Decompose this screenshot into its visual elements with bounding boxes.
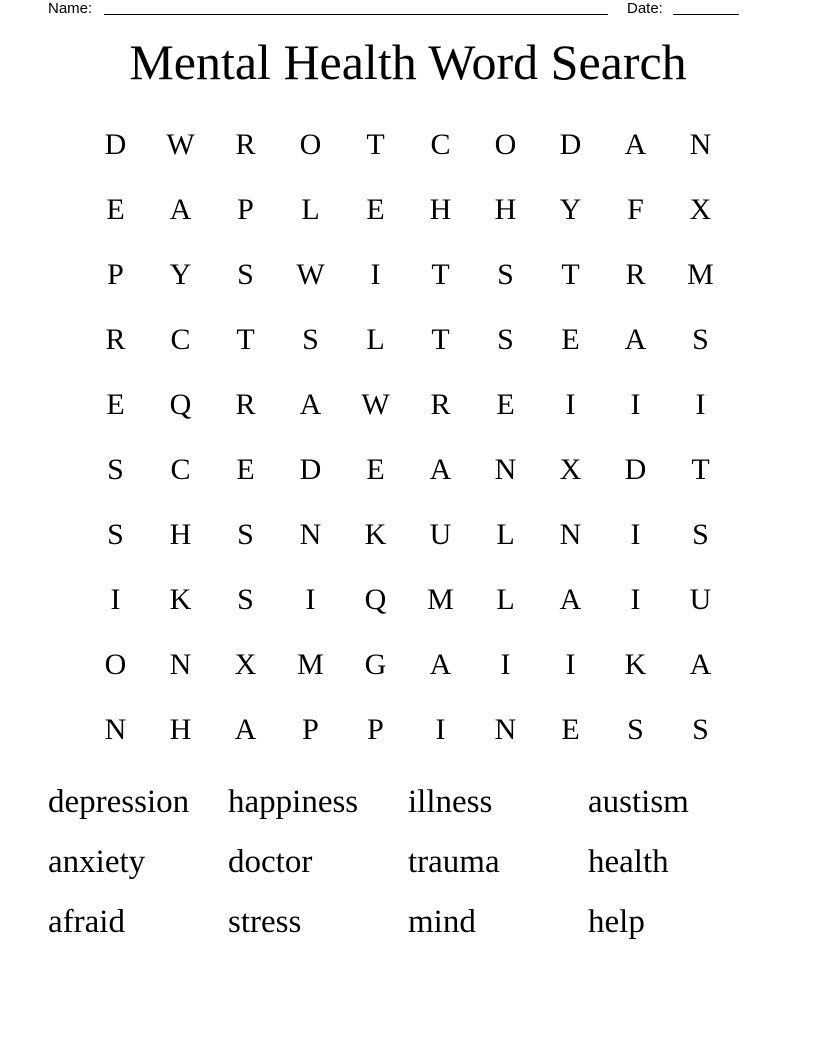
- grid-letter: P: [302, 712, 319, 746]
- grid-letter: D: [299, 452, 322, 486]
- grid-letter: R: [625, 257, 646, 291]
- grid-letter: M: [297, 647, 324, 681]
- grid-letter: A: [299, 387, 322, 421]
- grid-letter: X: [559, 452, 582, 486]
- date-label: Date:: [627, 0, 663, 17]
- grid-letter: E: [561, 712, 580, 746]
- grid-letter: D: [104, 127, 127, 161]
- grid-letter: S: [627, 712, 644, 746]
- grid-letter: R: [105, 322, 126, 356]
- grid-letter: C: [170, 322, 191, 356]
- word-bank-item: depression: [48, 784, 190, 820]
- grid-letter: M: [687, 257, 714, 291]
- grid-letter: A: [559, 582, 582, 616]
- grid-letter: T: [561, 257, 580, 291]
- grid-letter: S: [237, 517, 254, 551]
- grid-letter: M: [427, 582, 454, 616]
- grid-letter: I: [565, 387, 576, 421]
- grid-letter: E: [496, 387, 515, 421]
- grid-letter: A: [624, 127, 647, 161]
- grid-letter: E: [106, 387, 125, 421]
- word-bank-item: stress: [228, 904, 302, 940]
- grid-letter: I: [695, 387, 706, 421]
- name-blank-line: [104, 14, 608, 15]
- grid-letter: I: [305, 582, 316, 616]
- grid-letter: Y: [559, 192, 582, 226]
- word-bank-item: help: [588, 904, 645, 940]
- grid-letter: R: [430, 387, 451, 421]
- grid-letter: P: [367, 712, 384, 746]
- word-bank-item: trauma: [408, 844, 500, 880]
- grid-letter: H: [429, 192, 452, 226]
- grid-letter: X: [689, 192, 712, 226]
- grid-letter: W: [361, 387, 390, 421]
- grid-letter: S: [302, 322, 319, 356]
- grid-letter: K: [364, 517, 387, 551]
- word-bank-item: austism: [588, 784, 689, 820]
- grid-letter: T: [431, 257, 450, 291]
- grid-letter: N: [104, 712, 127, 746]
- letter-grid: [83, 112, 733, 762]
- grid-letter: E: [366, 192, 385, 226]
- grid-letter: L: [301, 192, 320, 226]
- grid-letter: A: [169, 192, 192, 226]
- grid-letter: S: [692, 712, 709, 746]
- grid-letter: I: [565, 647, 576, 681]
- grid-letter: Q: [364, 582, 387, 616]
- grid-letter: N: [494, 712, 517, 746]
- grid-letter: G: [364, 647, 387, 681]
- grid-letter: D: [559, 127, 582, 161]
- grid-letter: A: [689, 647, 712, 681]
- grid-letter: I: [370, 257, 381, 291]
- grid-letter: Q: [169, 387, 192, 421]
- grid-letter: Y: [169, 257, 192, 291]
- grid-letter: A: [429, 647, 452, 681]
- grid-letter: T: [236, 322, 255, 356]
- grid-letter: S: [107, 517, 124, 551]
- grid-letter: E: [236, 452, 255, 486]
- grid-letter: L: [496, 517, 515, 551]
- grid-letter: W: [296, 257, 325, 291]
- grid-letter: S: [107, 452, 124, 486]
- word-bank-item: mind: [408, 904, 476, 940]
- grid-letter: K: [624, 647, 647, 681]
- grid-letter: H: [169, 517, 192, 551]
- grid-letter: U: [689, 582, 712, 616]
- grid-letter: A: [624, 322, 647, 356]
- grid-letter: C: [170, 452, 191, 486]
- grid-letter: K: [169, 582, 192, 616]
- grid-letter: I: [630, 582, 641, 616]
- grid-letter: S: [497, 257, 514, 291]
- grid-letter: F: [627, 192, 644, 226]
- grid-letter: O: [494, 127, 517, 161]
- grid-letter: N: [299, 517, 322, 551]
- grid-letter: N: [559, 517, 582, 551]
- grid-letter: D: [624, 452, 647, 486]
- grid-letter: O: [104, 647, 127, 681]
- grid-letter: H: [169, 712, 192, 746]
- grid-letter: N: [494, 452, 517, 486]
- grid-letter: L: [496, 582, 515, 616]
- grid-letter: I: [110, 582, 121, 616]
- grid-letter: S: [237, 257, 254, 291]
- grid-letter: N: [689, 127, 712, 161]
- grid-letter: T: [366, 127, 385, 161]
- grid-letter: E: [561, 322, 580, 356]
- grid-letter: L: [366, 322, 385, 356]
- grid-letter: W: [166, 127, 195, 161]
- word-bank-item: happiness: [228, 784, 359, 820]
- grid-letter: T: [691, 452, 710, 486]
- grid-letter: R: [235, 387, 256, 421]
- grid-letter: A: [234, 712, 257, 746]
- name-date-header: [0, 0, 816, 20]
- word-bank-item: health: [588, 844, 669, 880]
- grid-letter: A: [429, 452, 452, 486]
- grid-letter: U: [429, 517, 452, 551]
- word-bank-item: doctor: [228, 844, 313, 880]
- grid-letter: X: [234, 647, 257, 681]
- grid-letter: I: [630, 387, 641, 421]
- grid-letter: S: [692, 322, 709, 356]
- grid-letter: C: [430, 127, 451, 161]
- date-blank-line: [673, 14, 739, 15]
- grid-letter: E: [106, 192, 125, 226]
- word-bank-item: illness: [408, 784, 493, 820]
- grid-letter: T: [431, 322, 450, 356]
- grid-letter: S: [237, 582, 254, 616]
- grid-letter: I: [500, 647, 511, 681]
- grid-letter: P: [107, 257, 124, 291]
- grid-letter: S: [497, 322, 514, 356]
- grid-letter: S: [692, 517, 709, 551]
- grid-letter: E: [366, 452, 385, 486]
- grid-letter: H: [494, 192, 517, 226]
- grid-letter: R: [235, 127, 256, 161]
- grid-letter: I: [435, 712, 446, 746]
- word-bank: [48, 776, 768, 956]
- grid-letter: O: [299, 127, 322, 161]
- word-bank-item: afraid: [48, 904, 125, 940]
- name-label: Name:: [48, 0, 93, 17]
- page-title: Mental Health Word Search: [129, 34, 687, 90]
- word-bank-item: anxiety: [48, 844, 146, 880]
- grid-letter: P: [237, 192, 254, 226]
- grid-letter: I: [630, 517, 641, 551]
- grid-letter: N: [169, 647, 192, 681]
